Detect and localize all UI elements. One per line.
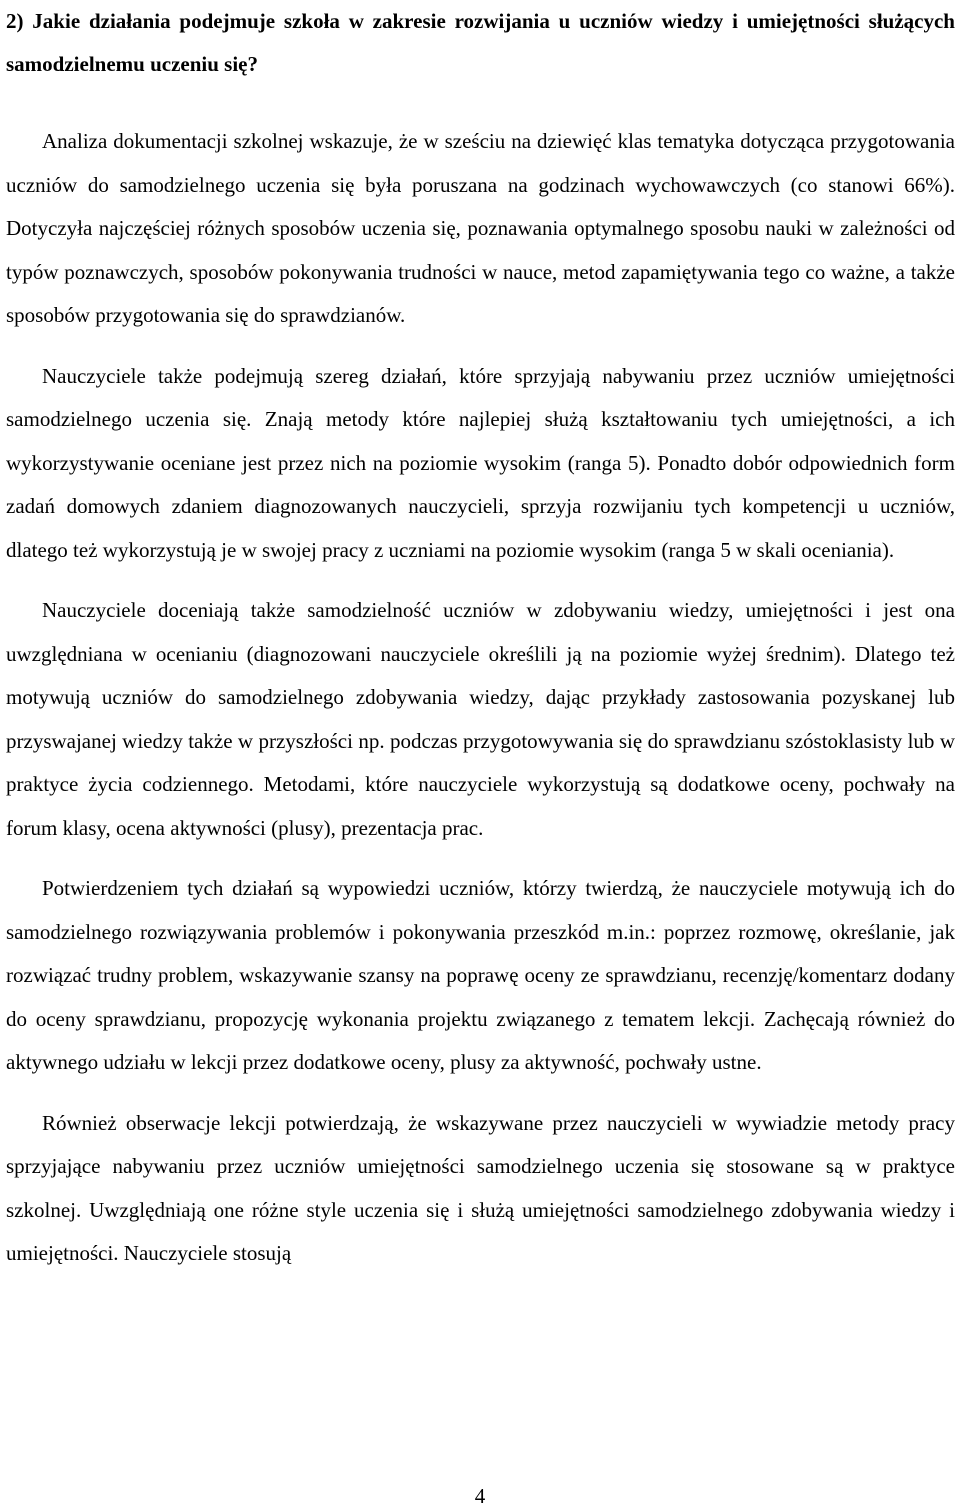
document-body (6, 0, 955, 1276)
spacer (6, 1085, 955, 1102)
spacer (6, 86, 955, 120)
paragraph-student-confirmation: Potwierdzeniem tych działań są wypowiedzi uczniów, którzy twierdzą, że nauczyciele motywują ich do samodzielnego rozwiązywania problemów i pokonywania przeszkód m.in.: poprzez rozmowę, określanie, jak rozwiązać trudny problem, wskazywanie szansy na poprawę oceny ze sprawdzianu, recenzję/komentarz dodany do oceny sprawdzianu, propozycję wykonania projektu związanego z tematem lekcji. Zachęcają również do aktywnego udziału w lekcji przez dodatkowe oceny, plusy za aktywność, pochwały ustne. (6, 876, 955, 1074)
paragraph-teacher-actions: Nauczyciele także podejmują szereg działań, które sprzyjają nabywaniu przez uczniów umiejętności samodzielnego uczenia się. Znają metody które najlepiej służą kształtowaniu tych umiejętności, a ich wykorzystywanie oceniane jest przez nich na poziomie wysokim (ranga 5). Ponadto dobór odpowiednich form zadań domowych zdaniem diagnozowanych nauczycieli, sprzyja rozwijaniu tych kompetencji u uczniów, dlatego też wykorzystują je w swojej pracy z uczniami na poziomie wysokim (ranga 5 w skali oceniania). (6, 363, 955, 562)
paragraph-lesson-observations: Również obserwacje lekcji potwierdzają, że wskazywane przez nauczycieli w wywiadzie metody pracy sprzyjające nabywaniu przez uczniów umiejętności samodzielnego uczenia się stosowane są w praktyce szkolnej. Uwzględniają one różne style uczenia się i służą umiejętności samodzielnego zdobywania wiedzy i umiejętności. Nauczyciele stosują (6, 1110, 955, 1265)
section-heading: 2) Jakie działania podejmuje szkoła w zakresie rozwijania u uczniów wiedzy i umiejętności służących samodzielnemu uczeniu się? (6, 9, 955, 76)
page-number: 4 (474, 1484, 486, 1508)
paragraph-documentation-analysis: Analiza dokumentacji szkolnej wskazuje, że w sześciu na dziewięć klas tematyka dotycząca przygotowania uczniów do samodzielnego uczenia się była poruszana na godzinach wychowawczych (co stanowi 66%). Dotyczyła najczęściej różnych sposobów uczenia się, poznawania optymalnego sposobu nauki w zależności od typów poznawczych, sposobów pokonywania trudności w nauce, metod zapamiętywania tego co ważne, a także sposobów przygotowania się do sprawdzianów. (6, 129, 955, 327)
spacer (6, 572, 955, 589)
paragraph-teacher-appreciation: Nauczyciele doceniają także samodzielność uczniów w zdobywaniu wiedzy, umiejętności i jest ona uwzględniana w ocenianiu (diagnozowani nauczyciele określili ją na poziomie wyżej średnim). Dlatego też motywują uczniów do samodzielnego zdobywania wiedzy, dając przykłady zastosowania pozyskanej lub przyswajanej wiedzy także w przyszłości np. podczas przygotowywania się do sprawdzianu szóstoklasisty lub w praktyce życia codziennego. Metodami, które nauczyciele wykorzystują są dodatkowe oceny, pochwały na forum klasy, ocena aktywności (plusy), prezentacja prac. (6, 598, 955, 840)
spacer (6, 338, 955, 355)
spacer (6, 850, 955, 867)
